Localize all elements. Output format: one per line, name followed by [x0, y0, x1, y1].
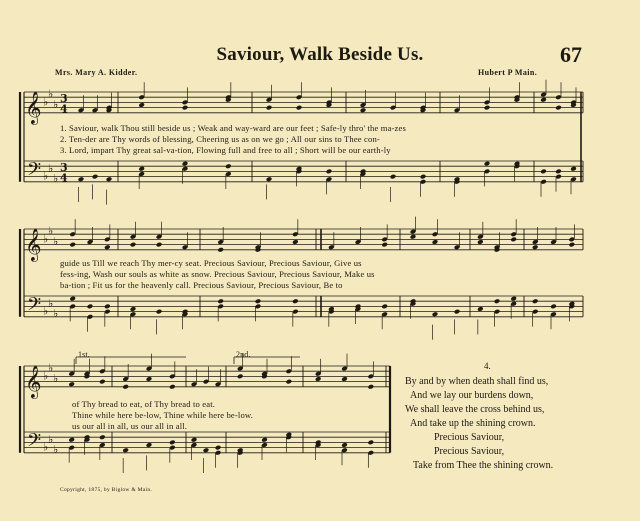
note-head	[555, 169, 562, 175]
first-ending-label: 1st.	[78, 350, 90, 359]
note-head	[255, 298, 262, 304]
note-head	[368, 384, 375, 390]
note-head	[261, 437, 268, 443]
flat-icon: ♭	[53, 443, 59, 457]
verse-4-line: And take up the shining crown.	[410, 418, 536, 429]
note-head	[130, 306, 137, 312]
note-head	[169, 440, 176, 446]
note-head	[532, 298, 539, 304]
verse-2-line-system-1: 2. Ten-der are Thy words of blessing, Cheering us as on we go ; All our sins to Thee con-	[60, 134, 380, 144]
note-head	[570, 166, 577, 172]
flat-icon: ♭	[43, 232, 49, 246]
flat-icon: ♭	[48, 361, 54, 375]
author-credit: Mrs. Mary A. Kidder.	[55, 68, 138, 77]
note-head	[341, 442, 348, 448]
verse-1-line-system-2: guide us Till we reach Thy mer-cy seat. Precious Saviour, Precious Saviour, Give us	[60, 258, 362, 268]
verse-2-line-system-2: fess-ing, Wash our souls as white as snow. Precious Saviour, Precious Saviour, Make us	[60, 269, 375, 279]
note-head	[122, 447, 129, 453]
bass-clef-icon: 𝄢	[27, 159, 42, 185]
note-head	[368, 440, 375, 446]
time-signature-digit: 4	[60, 171, 68, 185]
flat-icon: ♭	[53, 172, 59, 186]
note-head	[106, 176, 113, 182]
note-head	[92, 174, 99, 180]
note-head	[315, 376, 322, 382]
note-head	[146, 442, 153, 448]
hymn-title: Saviour, Walk Beside Us.	[216, 44, 424, 65]
note-head	[381, 304, 388, 310]
note-head	[292, 239, 299, 245]
note-head	[169, 384, 176, 390]
composer-credit: Hubert P Main.	[478, 68, 538, 77]
note-head	[68, 381, 75, 387]
note-head	[569, 242, 576, 248]
flat-icon: ♭	[48, 432, 54, 446]
note-head	[68, 437, 75, 443]
note-head	[477, 239, 484, 245]
verse-1-line-system-3: of Thy bread to eat, of Thy bread to eat.	[72, 399, 216, 409]
note-head	[532, 244, 539, 250]
note-head	[477, 306, 484, 312]
note-head	[432, 311, 439, 317]
note-head	[156, 242, 163, 248]
time-signature-digit: 4	[60, 102, 68, 116]
note-head	[296, 105, 303, 111]
note-head	[286, 379, 293, 385]
flat-icon: ♭	[53, 235, 59, 248]
note-head	[146, 376, 153, 382]
flat-icon: ♭	[48, 224, 54, 238]
note-head	[87, 304, 94, 310]
note-head	[454, 309, 461, 315]
note-head	[540, 169, 547, 175]
flat-icon: ♭	[53, 307, 59, 321]
verse-4-line: Precious Saviour,	[434, 432, 505, 443]
note-head	[555, 105, 562, 111]
note-head	[326, 169, 333, 175]
note-head	[104, 304, 111, 310]
note-head	[69, 242, 76, 248]
verse-3-line-system-3: us our all in all, us our all in all.	[72, 421, 188, 431]
note-head	[156, 309, 163, 315]
note-head	[341, 376, 348, 382]
note-head	[130, 242, 137, 248]
flat-icon: ♭	[43, 95, 49, 109]
note-head	[390, 174, 397, 180]
note-head	[237, 374, 244, 380]
treble-clef-icon: 𝄞	[25, 364, 42, 398]
verse-2-line-system-3: Thine while here be-low, Thine while here be-low.	[72, 410, 253, 420]
note-head	[510, 296, 517, 302]
note-head	[510, 237, 517, 243]
note-head	[410, 234, 417, 240]
note-head	[122, 384, 129, 390]
note-head	[203, 447, 210, 453]
note-head	[104, 244, 111, 250]
copyright-notice: Copyright, 1875, by Biglow & Main.	[60, 487, 153, 493]
second-ending-label: 2nd.	[236, 350, 251, 359]
note-head	[420, 174, 427, 180]
note-head	[432, 239, 439, 245]
flat-icon: ♭	[43, 169, 49, 183]
note-head	[78, 176, 85, 182]
verse-4-line: Precious Saviour,	[434, 446, 505, 457]
flat-icon: ♭	[53, 372, 59, 385]
verse-1-line-system-1: 1. Saviour, walk Thou still beside us ; Weak and way-ward are our feet ; Safe-ly thro' the ma-zes	[60, 123, 406, 133]
verse-4-line: Take from Thee the shining crown.	[413, 460, 554, 471]
note-head	[540, 97, 547, 103]
flat-icon: ♭	[48, 87, 54, 101]
note-head	[215, 445, 222, 451]
note-head	[217, 247, 224, 253]
note-head	[381, 242, 388, 248]
note-head	[494, 298, 501, 304]
note-head	[266, 105, 273, 111]
flat-icon: ♭	[43, 304, 49, 318]
time-signature-digit: 3	[60, 160, 68, 174]
verse-3-line-system-1: 3. Lord, impart Thy great sal-va-tion, Flowing full and free to all ; Short will be our earth-ly	[60, 145, 391, 155]
treble-clef-icon: 𝄞	[25, 227, 42, 261]
note-head	[191, 437, 198, 443]
note-head	[138, 102, 145, 108]
note-head	[138, 166, 145, 172]
flat-icon: ♭	[43, 440, 49, 454]
verse-4-number: 4.	[484, 361, 491, 371]
verse-4-line: And we lay our burdens down,	[410, 390, 534, 401]
flat-icon: ♭	[48, 296, 54, 310]
note-head	[99, 379, 106, 385]
flat-icon: ♭	[53, 98, 59, 111]
time-signature-digit: 3	[60, 91, 68, 105]
note-head	[182, 161, 189, 167]
note-head	[484, 161, 491, 167]
verse-4-line: We shall leave the cross behind us,	[405, 404, 545, 415]
note-head	[360, 107, 367, 113]
verse-4-line: By and by when death shall find us,	[405, 376, 549, 387]
note-head	[225, 163, 232, 169]
note-head	[484, 105, 491, 111]
hymn-number: 67	[560, 42, 582, 67]
bass-clef-icon: 𝄢	[27, 430, 42, 456]
note-head	[550, 304, 557, 310]
note-head	[69, 296, 76, 302]
note-head	[217, 298, 224, 304]
note-head	[99, 434, 106, 440]
bass-clef-icon: 𝄢	[27, 294, 42, 320]
note-head	[292, 298, 299, 304]
verse-3-line-system-2: ba-tion ; Fit us for the heavenly call. Precious Saviour, Precious Saviour, Be to	[60, 280, 343, 290]
note-head	[182, 105, 189, 111]
note-head	[266, 176, 273, 182]
flat-icon: ♭	[48, 161, 54, 175]
flat-icon: ♭	[43, 369, 49, 383]
treble-clef-icon: 𝄞	[25, 90, 42, 124]
